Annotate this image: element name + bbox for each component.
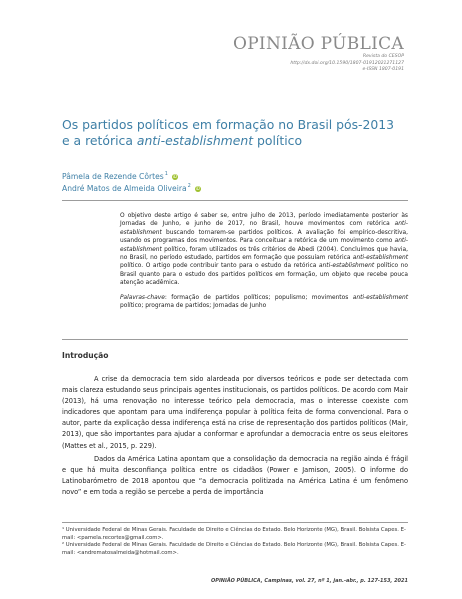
author-1 <box>62 171 201 183</box>
abstract-segment: político. O artigo pode contribuir tanto para o estudo da retórica <box>120 263 319 270</box>
abstract <box>120 212 408 316</box>
title-line-1: Os partidos políticos em formação no Brasil pós-2013 <box>62 117 395 132</box>
keywords-italic: anti-establishment <box>352 294 408 301</box>
body-text <box>62 374 408 500</box>
journal-header <box>233 34 404 74</box>
orcid-icon[interactable]: iD <box>172 174 177 179</box>
title-italic: anti-establishment <box>136 133 254 148</box>
journal-issn: e-ISSN 1807-0191 <box>362 67 404 72</box>
author-footnote-mark: 2 <box>187 183 191 189</box>
abstract-segment: político no Brasil quanto para o estudo dos partidos políticos em formação, um objeto que recebe pouca atenção acadêmica. <box>120 263 408 287</box>
footnote: ² Universidade Federal de Minas Gerais. Faculdade de Direito e Ciências do Estado. Belo Horizonte (MG), Brasil. Bolsista Capes. E-mail: <andrematosalmeida@hotmail.com>. <box>62 542 406 557</box>
title-line-2a: e a retórica <box>62 133 137 148</box>
author-footnote-mark: 1 <box>164 171 168 177</box>
abstract-italic: anti-establishment <box>120 238 408 253</box>
article-title <box>62 117 412 149</box>
footnotes <box>62 527 408 558</box>
section-heading: Introdução <box>62 351 109 360</box>
author-list <box>62 171 201 195</box>
paragraph: A crise da democracia tem sido alardeada por diversos teóricos e pode ser detectada com mais clareza estudando seus principais agentes institucionais, os partidos políticos. De acordo com Mair (2013), há uma renovação no interesse teórico pela democracia, mas o interesse coexiste com indicadores que apontam para uma indiferença popular à política feita de forma convencional. Para o autor, parte da explicação dessa indiferença está na crise de representação dos partidos políticos (Mair, 2013), que são importantes para ajudar a conformar e aprofundar a democracia entre os seus eleitores (Mattes et al., 2015, p. 229). <box>62 375 408 450</box>
journal-doi[interactable]: http://dx.doi.org/10.1590/1807-01912021271127 <box>290 60 404 66</box>
abstract-italic: anti-establishment <box>120 221 408 236</box>
middle-divider <box>62 339 408 340</box>
keywords-label: Palavras-chave <box>120 294 165 301</box>
abstract-segment: político, foram utilizados os três critérios de Abedi (2004). Concluímos que havia, no Brasil, no período estudado, partidos em formação que possuíam retórica <box>120 246 408 262</box>
abstract-segment: O objetivo deste artigo é saber se, entre julho de 2013, período imediatamente posterior às Jornadas de Junho, e junho de 2017, no Brasil, houve movimentos com retórica <box>120 213 408 228</box>
author-name[interactable]: André Matos de Almeida Oliveira <box>62 184 187 193</box>
top-divider <box>62 200 408 201</box>
abstract-italic: anti-establishment <box>318 263 375 270</box>
abstract-text <box>120 212 408 288</box>
journal-name: OPINIÃO PÚBLICA <box>232 34 404 54</box>
abstract-segment: buscando tornarem-se partidos políticos. A avaliação foi empírico-descritiva, usando os programas dos movimentos. Para conceituar a retórica de um movimento como <box>120 229 408 245</box>
title-line-2b: político <box>253 133 303 148</box>
keywords <box>120 294 408 311</box>
keywords-segment: político; programa de partidos; Jornadas de Junho <box>120 303 267 310</box>
author-name[interactable]: Pâmela de Rezende Côrtes <box>62 172 164 181</box>
page-footer: OPINIÃO PÚBLICA, Campinas, vol. 27, nº 1, jan.-abr., p. 127-153, 2021 <box>211 578 408 584</box>
journal-revista: Revista do CESOP <box>362 54 404 59</box>
paragraph: Dados da América Latina apontam que a consolidação da democracia na região ainda é frágil e que há muita desconfiança política entre os cidadãos (Power e Jamison, 2005). O informe do Latinobarómetro de 2018 apontou que “a democracia politizada na América Latina é um fenômeno novo” e em toda a região se percebe a perda de importância <box>62 454 408 496</box>
abstract-italic: anti-establishment <box>352 255 408 262</box>
author-2 <box>62 183 201 195</box>
orcid-icon[interactable]: iD <box>195 186 200 191</box>
footnote: ¹ Universidade Federal de Minas Gerais. Faculdade de Direito e Ciências do Estado. Belo Horizonte (MG), Brasil. Bolsista Capes. E-mail: <pamela.recortes@gmail.com>. <box>62 527 406 541</box>
keywords-segment: : formação de partidos políticos; populismo; movimentos <box>164 294 353 301</box>
footnote-divider <box>62 522 408 523</box>
